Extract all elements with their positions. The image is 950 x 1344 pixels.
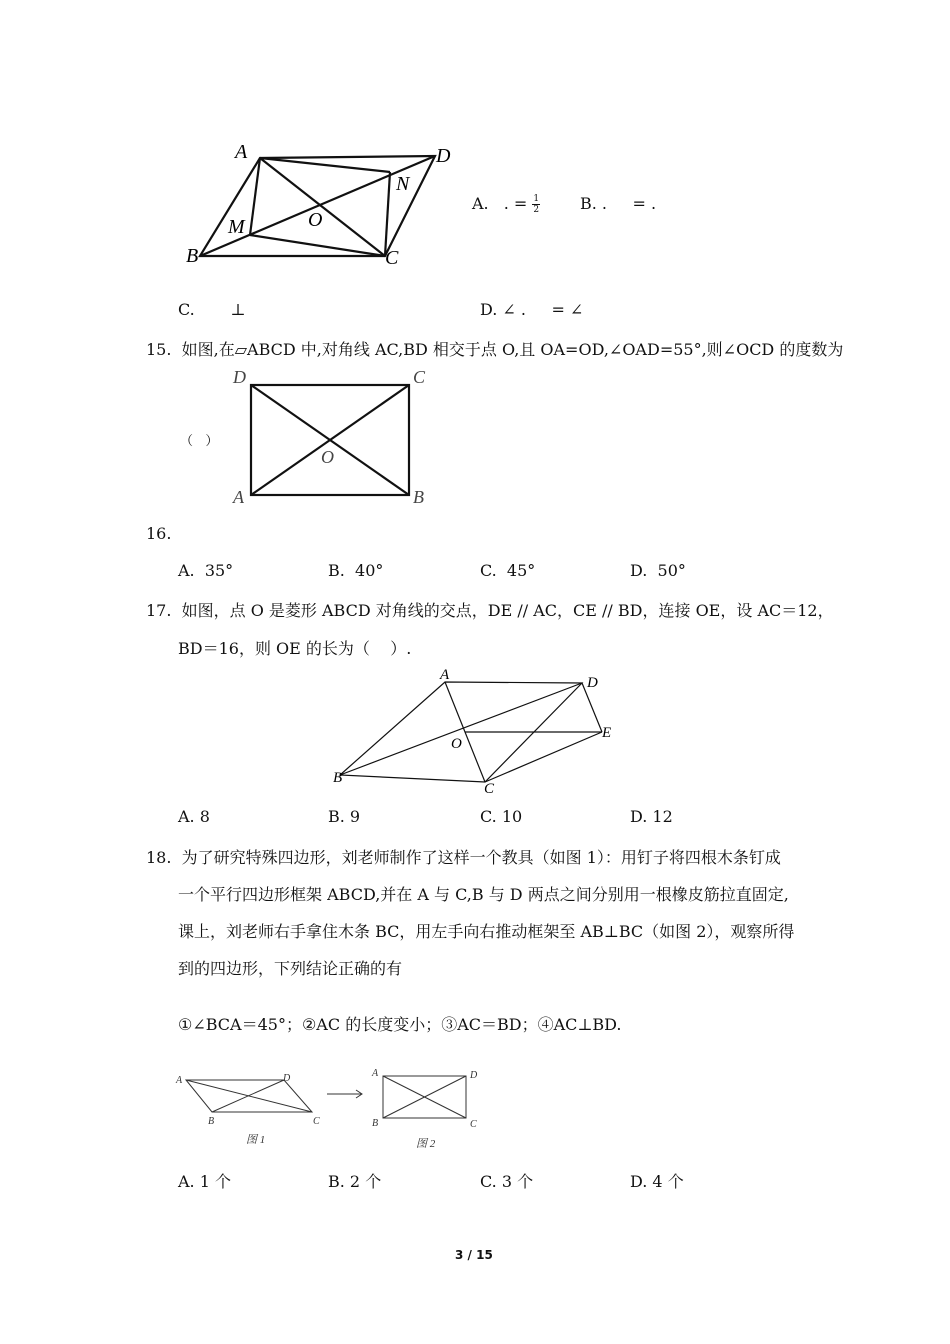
q17-label-o: O — [451, 736, 462, 752]
q17-label-c: C — [484, 781, 495, 797]
q18-fig1-label-c: C — [313, 1116, 320, 1127]
q18-option-c: C. 3 个 — [480, 1172, 534, 1191]
q18-fig1-label-a: A — [176, 1075, 183, 1086]
q18-fig2-caption: 图 2 — [416, 1138, 436, 1150]
q18-figure — [172, 1064, 492, 1154]
q14-label-d: D — [436, 145, 451, 167]
q15-label-a: A — [233, 487, 244, 507]
q17-label-a: A — [440, 667, 450, 683]
q18-fig1-caption: 图 1 — [246, 1134, 266, 1146]
q14-label-n: N — [396, 173, 410, 195]
q16-option-c: C. 45° — [480, 561, 536, 580]
q17-label-e: E — [602, 725, 612, 741]
q18-fig2-label-b: B — [372, 1118, 379, 1129]
q15-answer-paren: （ ） — [180, 434, 219, 449]
q18-fig1-label-b: B — [208, 1116, 215, 1127]
q14-label-b: B — [186, 245, 199, 267]
q16-number: 16. — [146, 524, 172, 543]
q17-option-b: B. 9 — [328, 807, 361, 826]
page-number: 3 / 15 — [455, 1248, 493, 1262]
q18-line-4: 到的四边形，下列结论正确的有 — [178, 959, 403, 978]
q18-option-a: A. 1 个 — [178, 1172, 231, 1191]
q15-text: 15. 如图,在▱ABCD 中,对角线 AC,BD 相交于点 O,且 OA=OD,∠OAD=55°,则∠OCD 的度数为 — [146, 340, 844, 359]
q17-line-1: 17. 如图，点 O 是菱形 ABCD 对角线的交点，DE // AC，CE // BD，连接 OE，设 AC＝12， — [146, 601, 834, 620]
q18-fig2-label-d: D — [470, 1070, 478, 1081]
q14-option-a-fraction: $\frac{1}{2}$ — [533, 194, 540, 215]
q14-label-c: C — [385, 247, 399, 269]
q14-label-m: M — [228, 216, 245, 238]
q17-option-c: C. 10 — [480, 807, 523, 826]
q15-label-c: C — [413, 367, 426, 387]
q18-fig2-label-c: C — [470, 1119, 477, 1130]
q15-label-b: B — [413, 487, 424, 507]
q14-label-o: O — [308, 209, 323, 231]
q17-label-d: D — [587, 675, 598, 691]
q17-figure — [330, 665, 620, 800]
q14-option-c: C. ⊥ — [178, 300, 246, 319]
q14-option-a: A. . = $\frac{1}{2}$ — [472, 194, 540, 215]
q14-figure — [180, 138, 470, 273]
q18-option-b: B. 2 个 — [328, 1172, 382, 1191]
q18-fig2-label-a: A — [372, 1068, 379, 1079]
q18-line-1: 18. 为了研究特殊四边形，刘老师制作了这样一个教具（如图 1）：用钉子将四根木条钉成 — [146, 848, 781, 867]
q14-label-a: A — [235, 141, 248, 163]
q14-option-b: B. . = . — [580, 194, 657, 213]
q15-label-o: O — [321, 447, 334, 467]
q18-option-d: D. 4 个 — [630, 1172, 684, 1191]
q16-option-b: B. 40° — [328, 561, 384, 580]
q17-option-d: D. 12 — [630, 807, 673, 826]
q17-label-b: B — [333, 770, 343, 786]
q18-fig1-label-d: D — [283, 1073, 291, 1084]
q17-line-2: BD＝16，则 OE 的长为（ ）. — [178, 639, 412, 658]
q16-option-d: D. 50° — [630, 561, 686, 580]
q18-conclusions: ①∠BCA＝45°；②AC 的长度变小；③AC＝BD；④AC⊥BD. — [178, 1015, 622, 1034]
q14-option-d: D. ∠ . = ∠ — [480, 300, 584, 319]
q16-option-a: A. 35° — [178, 561, 234, 580]
q15-figure — [225, 365, 440, 510]
q18-line-2: 一个平行四边形框架 ABCD,并在 A 与 C,B 与 D 两点之间分别用一根橡皮筋拉直固定, — [178, 885, 789, 904]
q15-label-d: D — [233, 367, 246, 387]
q18-line-3: 课上，刘老师右手拿住木条 BC，用左手向右推动框架至 AB⊥BC（如图 2），观察所得 — [178, 922, 795, 941]
q17-option-a: A. 8 — [178, 807, 210, 826]
